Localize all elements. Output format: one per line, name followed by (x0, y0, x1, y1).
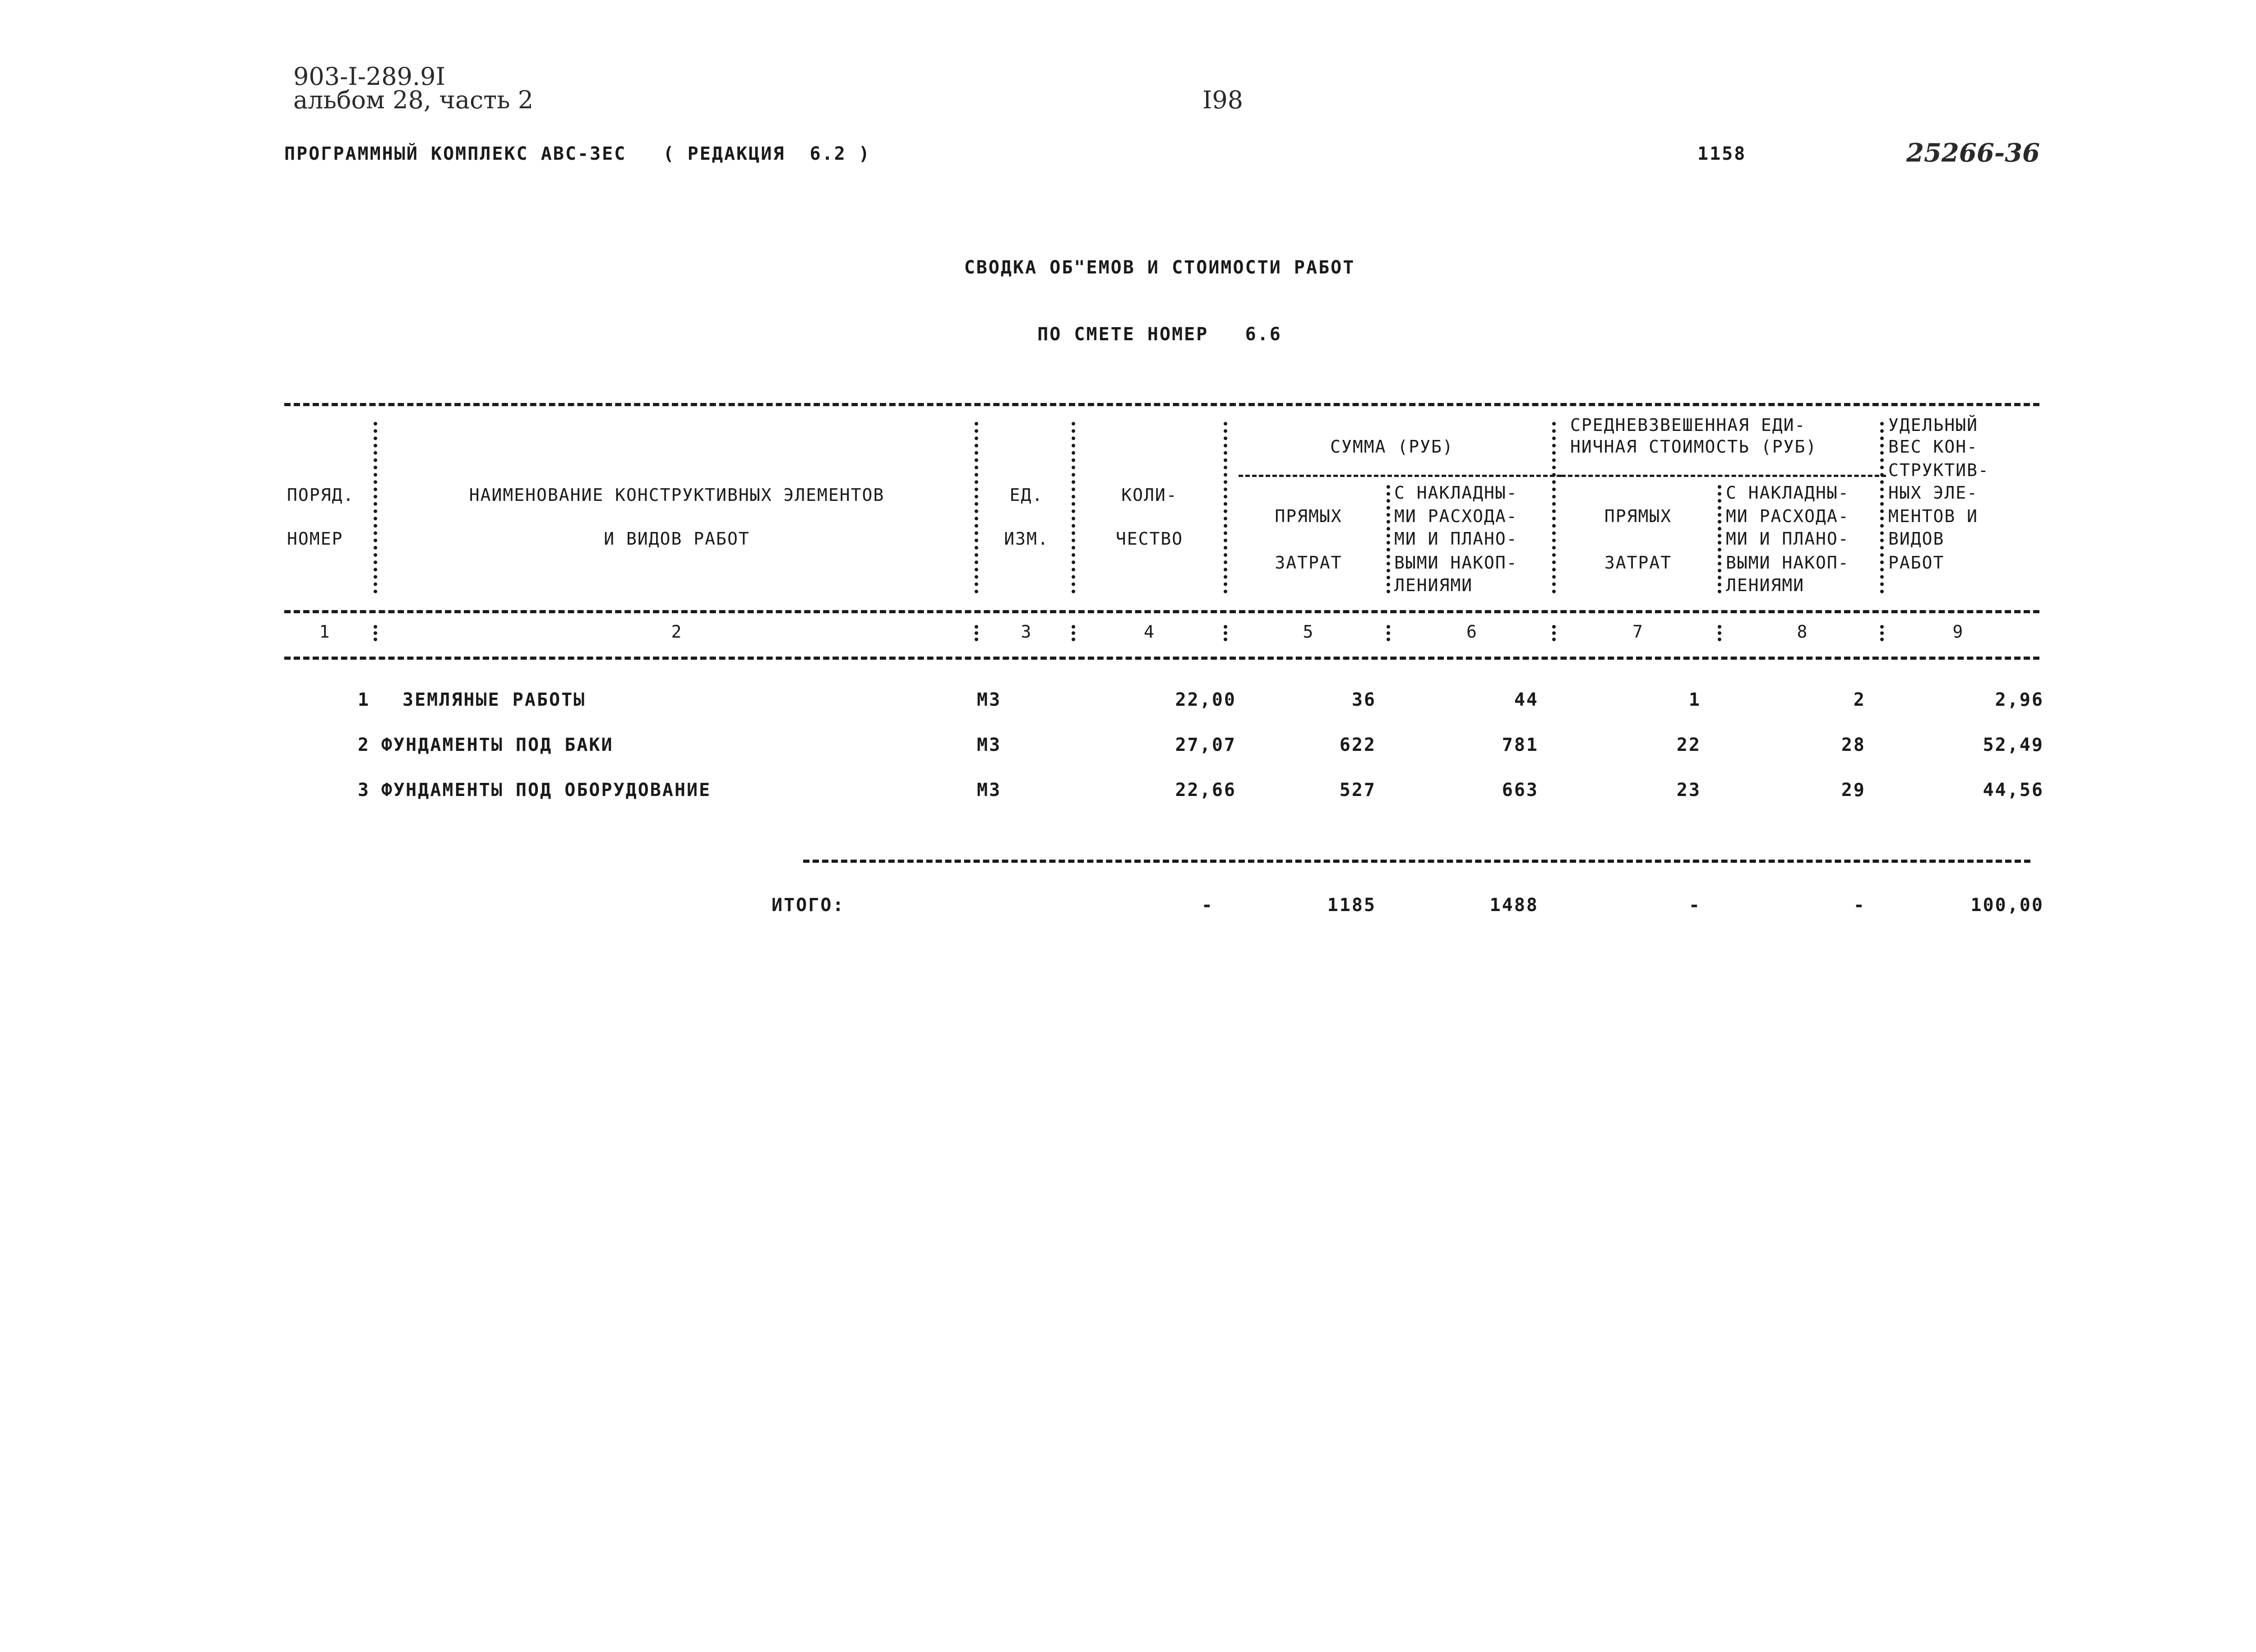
row-name: ФУНДАМЕНТЫ ПОД ОБОРУДОВАНИЕ (381, 780, 712, 801)
col-sep-5 (1387, 485, 1390, 593)
album-label: альбом 28, часть 2 (293, 86, 534, 114)
row-overhead: 44 (1514, 689, 1539, 710)
row-unit: М3 (977, 780, 1002, 801)
header-unit-direct-line2: ЗАТРАТ (1604, 553, 1672, 573)
column-number: 9 (1952, 622, 1964, 642)
row-name: ЗЕМЛЯНЫЕ РАБОТЫ (402, 689, 586, 710)
avg-group-rule (1561, 475, 1886, 477)
header-order-line1: ПОРЯД. (287, 485, 355, 505)
document-code: 903-I-289.9I (293, 62, 445, 91)
header-overhead-line4: ВЫМИ НАКОП- (1394, 553, 1518, 573)
row-share: 2,96 (1995, 689, 2044, 710)
row-unit: М3 (977, 689, 1002, 710)
header-sum-group: СУММА (РУБ) (1330, 437, 1454, 457)
total-unit-direct: - (1688, 895, 1701, 916)
column-numbers-rule (284, 657, 2039, 660)
column-number: 5 (1303, 622, 1314, 642)
program-label: ПРОГРАММНЫЙ КОМПЛЕКС АВС-3ЕС ( РЕДАКЦИЯ 6.2 ) (284, 143, 871, 164)
header-qty-line2: ЧЕСТВО (1115, 529, 1183, 549)
num-sep-6 (1552, 625, 1556, 641)
col-sep-2 (975, 422, 978, 593)
row-unit-direct: 22 (1676, 735, 1701, 755)
table-top-rule (284, 403, 2039, 406)
row-qty: 22,00 (1175, 689, 1236, 710)
row-share: 52,49 (1983, 735, 2044, 755)
header-share-line6: ВИДОВ (1888, 529, 1945, 549)
header-overhead-line1: С НАКЛАДНЫ- (1394, 483, 1518, 503)
total-overhead: 1488 (1489, 895, 1539, 916)
row-unit-direct: 1 (1688, 689, 1701, 710)
row-number: 3 (357, 780, 370, 801)
num-sep-3 (1072, 625, 1075, 641)
col-sep-4 (1224, 422, 1227, 593)
header-unit-direct-line1: ПРЯМЫХ (1604, 506, 1672, 526)
column-number: 3 (1021, 622, 1032, 642)
num-sep-8 (1880, 625, 1884, 641)
page-number: I98 (1202, 86, 1244, 114)
column-number: 4 (1144, 622, 1155, 642)
column-number: 8 (1797, 622, 1808, 642)
header-overhead-line2: МИ РАСХОДА- (1394, 506, 1518, 526)
total-rule (803, 860, 2030, 863)
row-direct: 527 (1339, 780, 1376, 801)
column-number: 6 (1466, 622, 1478, 642)
num-sep-7 (1718, 625, 1721, 641)
total-label: ИТОГО: (772, 895, 845, 916)
sum-group-rule (1239, 475, 1561, 477)
header-unit-overhead-line1: С НАКЛАДНЫ- (1726, 483, 1849, 503)
header-unit-line2: ИЗМ. (1004, 529, 1049, 549)
header-direct-line2: ЗАТРАТ (1275, 553, 1342, 573)
col-sep-3 (1072, 422, 1075, 593)
total-share: 100,00 (1970, 895, 2044, 916)
header-name-line1: НАИМЕНОВАНИЕ КОНСТРУКТИВНЫХ ЭЛЕМЕНТОВ (469, 485, 885, 505)
row-unit-overhead: 28 (1841, 735, 1866, 755)
header-avg-group-line2: НИЧНАЯ СТОИМОСТЬ (РУБ) (1570, 437, 1817, 457)
row-share: 44,56 (1983, 780, 2044, 801)
row-overhead: 663 (1502, 780, 1539, 801)
header-unit-overhead-line5: ЛЕНИЯМИ (1726, 575, 1805, 595)
header-name-line2: И ВИДОВ РАБОТ (604, 529, 750, 549)
column-number: 2 (671, 622, 683, 642)
header-share-line2: ВЕС КОН- (1888, 437, 1979, 457)
page-title: СВОДКА ОБ"ЕМОВ И СТОИМОСТИ РАБОТ (964, 257, 1355, 278)
num-sep-2 (975, 625, 978, 641)
num-sep-5 (1387, 625, 1390, 641)
row-number: 1 (357, 689, 370, 710)
header-overhead-line5: ЛЕНИЯМИ (1394, 575, 1473, 595)
row-qty: 27,07 (1175, 735, 1236, 755)
header-unit-line1: ЕД. (1009, 485, 1044, 505)
page-subtitle: ПО СМЕТЕ НОМЕР 6.6 (1037, 324, 1282, 345)
col-sep-8 (1880, 422, 1884, 593)
header-share-line4: НЫХ ЭЛЕ- (1888, 483, 1979, 503)
row-unit-direct: 23 (1676, 780, 1701, 801)
header-bottom-rule (284, 610, 2039, 613)
total-direct: 1185 (1327, 895, 1376, 916)
row-unit-overhead: 2 (1853, 689, 1866, 710)
header-share-line3: СТРУКТИВ- (1888, 460, 1989, 480)
total-unit-overhead: - (1853, 895, 1866, 916)
total-qty: - (1201, 895, 1214, 916)
header-share-line7: РАБОТ (1888, 553, 1945, 573)
row-overhead: 781 (1502, 735, 1539, 755)
row-qty: 22,66 (1175, 780, 1236, 801)
row-number: 2 (357, 735, 370, 755)
row-unit-overhead: 29 (1841, 780, 1866, 801)
num-sep-1 (374, 625, 377, 641)
header-share-line5: МЕНТОВ И (1888, 506, 1979, 526)
sheet-number: 1158 (1697, 143, 1747, 164)
row-name: ФУНДАМЕНТЫ ПОД БАКИ (381, 735, 614, 755)
header-overhead-line3: МИ И ПЛАНО- (1394, 529, 1518, 549)
column-number: 1 (319, 622, 331, 642)
header-avg-group-line1: СРЕДНЕВЗВЕШЕННАЯ ЕДИ- (1570, 415, 1806, 435)
header-unit-overhead-line2: МИ РАСХОДА- (1726, 506, 1849, 526)
header-share-line1: УДЕЛЬНЫЙ (1888, 415, 1979, 435)
header-order-line2: НОМЕР (287, 529, 343, 549)
inventory-number: 25266-36 (1906, 138, 2040, 168)
col-sep-6 (1552, 422, 1556, 593)
num-sep-4 (1224, 625, 1227, 641)
row-unit: М3 (977, 735, 1002, 755)
header-direct-line1: ПРЯМЫХ (1275, 506, 1342, 526)
column-number: 7 (1632, 622, 1644, 642)
col-sep-1 (374, 422, 377, 593)
header-unit-overhead-line4: ВЫМИ НАКОП- (1726, 553, 1849, 573)
header-qty-line1: КОЛИ- (1121, 485, 1178, 505)
col-sep-7 (1718, 485, 1721, 593)
row-direct: 36 (1351, 689, 1376, 710)
row-direct: 622 (1339, 735, 1376, 755)
header-unit-overhead-line3: МИ И ПЛАНО- (1726, 529, 1849, 549)
